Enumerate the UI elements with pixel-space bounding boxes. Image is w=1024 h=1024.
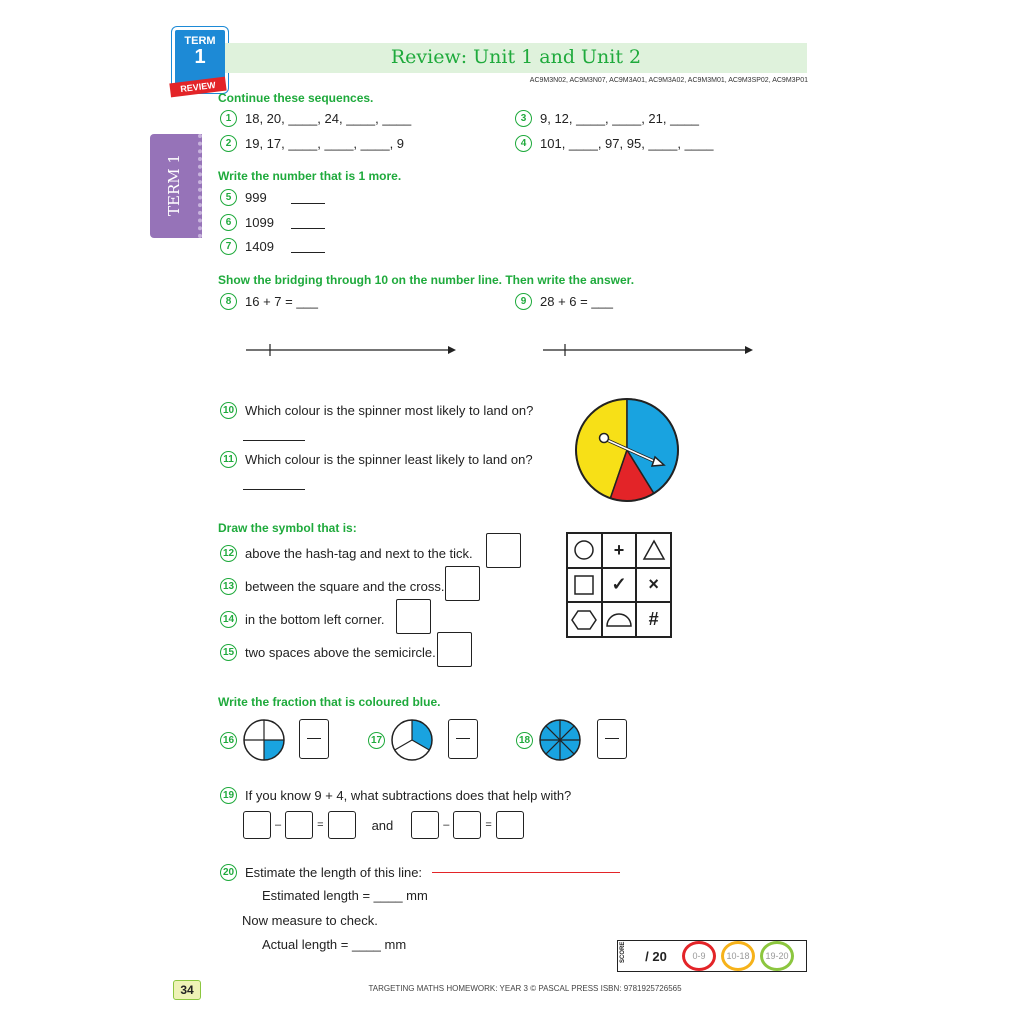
- question-number: 15: [220, 644, 237, 661]
- question-17-number: 17: [368, 732, 385, 749]
- question-number: 20: [220, 864, 237, 881]
- term-badge-label: TERM: [184, 35, 216, 47]
- score-box: [617, 940, 807, 972]
- question-number: 7: [220, 238, 237, 255]
- question-3: [515, 110, 699, 127]
- actual-length: Actual length = ____ mm: [262, 937, 407, 952]
- question-text: 19, 17, ____, ____, ____, 9: [245, 136, 405, 151]
- footer-text: TARGETING MATHS HOMEWORK: YEAR 3 © PASCAL PRESS ISBN: 9781925726565: [368, 984, 682, 993]
- page-number: 34: [173, 980, 201, 1000]
- question-15: [220, 644, 436, 661]
- question-text: 18, 20, ____, 24, ____, ____: [245, 111, 412, 126]
- grid-cell-hexagon: [567, 602, 602, 637]
- and-text: and: [371, 817, 394, 833]
- question-5: [220, 189, 325, 206]
- answer-line-q11[interactable]: [243, 477, 305, 490]
- equation-box[interactable]: [328, 811, 356, 839]
- answer-line-q10[interactable]: [243, 428, 305, 441]
- red-measure-line: [432, 872, 620, 873]
- question-number: 3: [515, 110, 532, 127]
- fraction-circle-quarters: [242, 718, 286, 762]
- side-tab: [150, 134, 202, 238]
- score-band-mid: 10-18: [721, 941, 755, 971]
- question-number: 2: [220, 135, 237, 152]
- question-1: [220, 110, 411, 127]
- question-9: [515, 293, 613, 310]
- question-13: [220, 578, 444, 595]
- question-4: [515, 135, 714, 152]
- fraction-circle-thirds: [390, 718, 434, 762]
- score-label: SCORE: [620, 941, 626, 963]
- question-number: 12: [220, 545, 237, 562]
- question-number: 1: [220, 110, 237, 127]
- equals-sign: =: [485, 819, 492, 831]
- page-title: Review: Unit 1 and Unit 2: [390, 46, 642, 68]
- section-heading-fractions: Write the fraction that is coloured blue.: [218, 695, 441, 709]
- question-8: [220, 293, 318, 310]
- question-text: 999: [245, 190, 267, 205]
- question-number: 8: [220, 293, 237, 310]
- question-text: 9, 12, ____, ____, 21, ____: [540, 111, 700, 126]
- equation-box[interactable]: [496, 811, 524, 839]
- number-line-1[interactable]: [244, 342, 460, 358]
- answer-line[interactable]: [291, 216, 325, 229]
- answer-line[interactable]: [291, 191, 325, 204]
- minus-sign: –: [275, 819, 282, 831]
- question-number: 6: [220, 214, 237, 231]
- answer-box-q13[interactable]: [445, 566, 480, 601]
- review-ribbon: REVIEW: [169, 77, 226, 98]
- grid-cell-plus: +: [602, 533, 637, 568]
- question-text: 16 + 7 = ___: [245, 294, 319, 309]
- term-badge-number: 1: [194, 46, 206, 68]
- question-text: Which colour is the spinner most likely to land on?: [245, 403, 534, 418]
- subtraction-equations: [243, 811, 524, 839]
- question-number: 14: [220, 611, 237, 628]
- question-text: 1099: [245, 215, 274, 230]
- estimated-length: Estimated length = ____ mm: [262, 888, 428, 903]
- question-text: Estimate the length of this line:: [245, 865, 423, 880]
- section-heading-one-more: Write the number that is 1 more.: [218, 169, 402, 183]
- question-text: Which colour is the spinner least likely to land on?: [245, 452, 533, 467]
- answer-box-q12[interactable]: [486, 533, 521, 568]
- question-text: above the hash-tag and next to the tick.: [245, 546, 473, 561]
- question-14: [220, 611, 384, 628]
- question-text: 28 + 6 = ___: [540, 294, 614, 309]
- question-number: 11: [220, 451, 237, 468]
- question-text: two spaces above the semicircle.: [245, 645, 436, 660]
- equation-box[interactable]: [453, 811, 481, 839]
- answer-box-q14[interactable]: [396, 599, 431, 634]
- question-11: [220, 451, 533, 468]
- question-19: [220, 787, 571, 804]
- question-number: 19: [220, 787, 237, 804]
- section-heading-number-line: Show the bridging through 10 on the number line. Then write the answer.: [218, 273, 635, 287]
- answer-box-q15[interactable]: [437, 632, 472, 667]
- question-6: [220, 214, 325, 231]
- grid-cell-triangle: [636, 533, 671, 568]
- side-tab-label: TERM 1: [165, 154, 183, 216]
- equation-box[interactable]: [243, 811, 271, 839]
- question-number: 13: [220, 578, 237, 595]
- score-total: / 20: [645, 948, 667, 964]
- question-10: [220, 402, 533, 419]
- grid-cell-cross: ×: [636, 568, 671, 603]
- question-text: in the bottom left corner.: [245, 612, 385, 627]
- number-line-2[interactable]: [541, 342, 757, 358]
- question-2: [220, 135, 404, 152]
- grid-cell-tick: ✓: [602, 568, 637, 603]
- grid-cell-hashtag: #: [636, 602, 671, 637]
- question-number: 9: [515, 293, 532, 310]
- curriculum-codes: AC9M3N02, AC9M3N07, AC9M3A01, AC9M3A02, AC9M3M01, AC9M3SP02, AC9M3P01: [529, 77, 808, 84]
- question-number: 10: [220, 402, 237, 419]
- symbol-grid: [566, 532, 672, 638]
- score-band-low: 0-9: [682, 941, 716, 971]
- fraction-answer-q16[interactable]: [299, 719, 329, 759]
- fraction-answer-q18[interactable]: [597, 719, 627, 759]
- question-number: 4: [515, 135, 532, 152]
- answer-line[interactable]: [291, 240, 325, 253]
- fraction-answer-q17[interactable]: [448, 719, 478, 759]
- grid-cell-semicircle: [602, 602, 637, 637]
- question-text: If you know 9 + 4, what subtractions does that help with?: [245, 788, 572, 803]
- question-18-number: 18: [516, 732, 533, 749]
- question-20: [220, 864, 422, 881]
- grid-cell-square: [567, 568, 602, 603]
- question-text: between the square and the cross.: [245, 579, 445, 594]
- measure-instruction: Now measure to check.: [242, 913, 378, 928]
- question-text: 101, ____, 97, 95, ____, ____: [540, 136, 714, 151]
- fraction-circle-eighths: [538, 718, 582, 762]
- section-heading-sequences: Continue these sequences.: [218, 91, 374, 105]
- question-number: 5: [220, 189, 237, 206]
- question-12: [220, 545, 473, 562]
- equation-box[interactable]: [285, 811, 313, 839]
- grid-cell-circle: [567, 533, 602, 568]
- question-text: 1409: [245, 239, 274, 254]
- spinner: [574, 397, 680, 503]
- minus-sign: –: [443, 819, 450, 831]
- score-band-high: 19-20: [760, 941, 794, 971]
- section-heading-symbols: Draw the symbol that is:: [218, 521, 357, 535]
- equals-sign: =: [317, 819, 324, 831]
- question-16-number: 16: [220, 732, 237, 749]
- question-7: [220, 238, 325, 255]
- equation-box[interactable]: [411, 811, 439, 839]
